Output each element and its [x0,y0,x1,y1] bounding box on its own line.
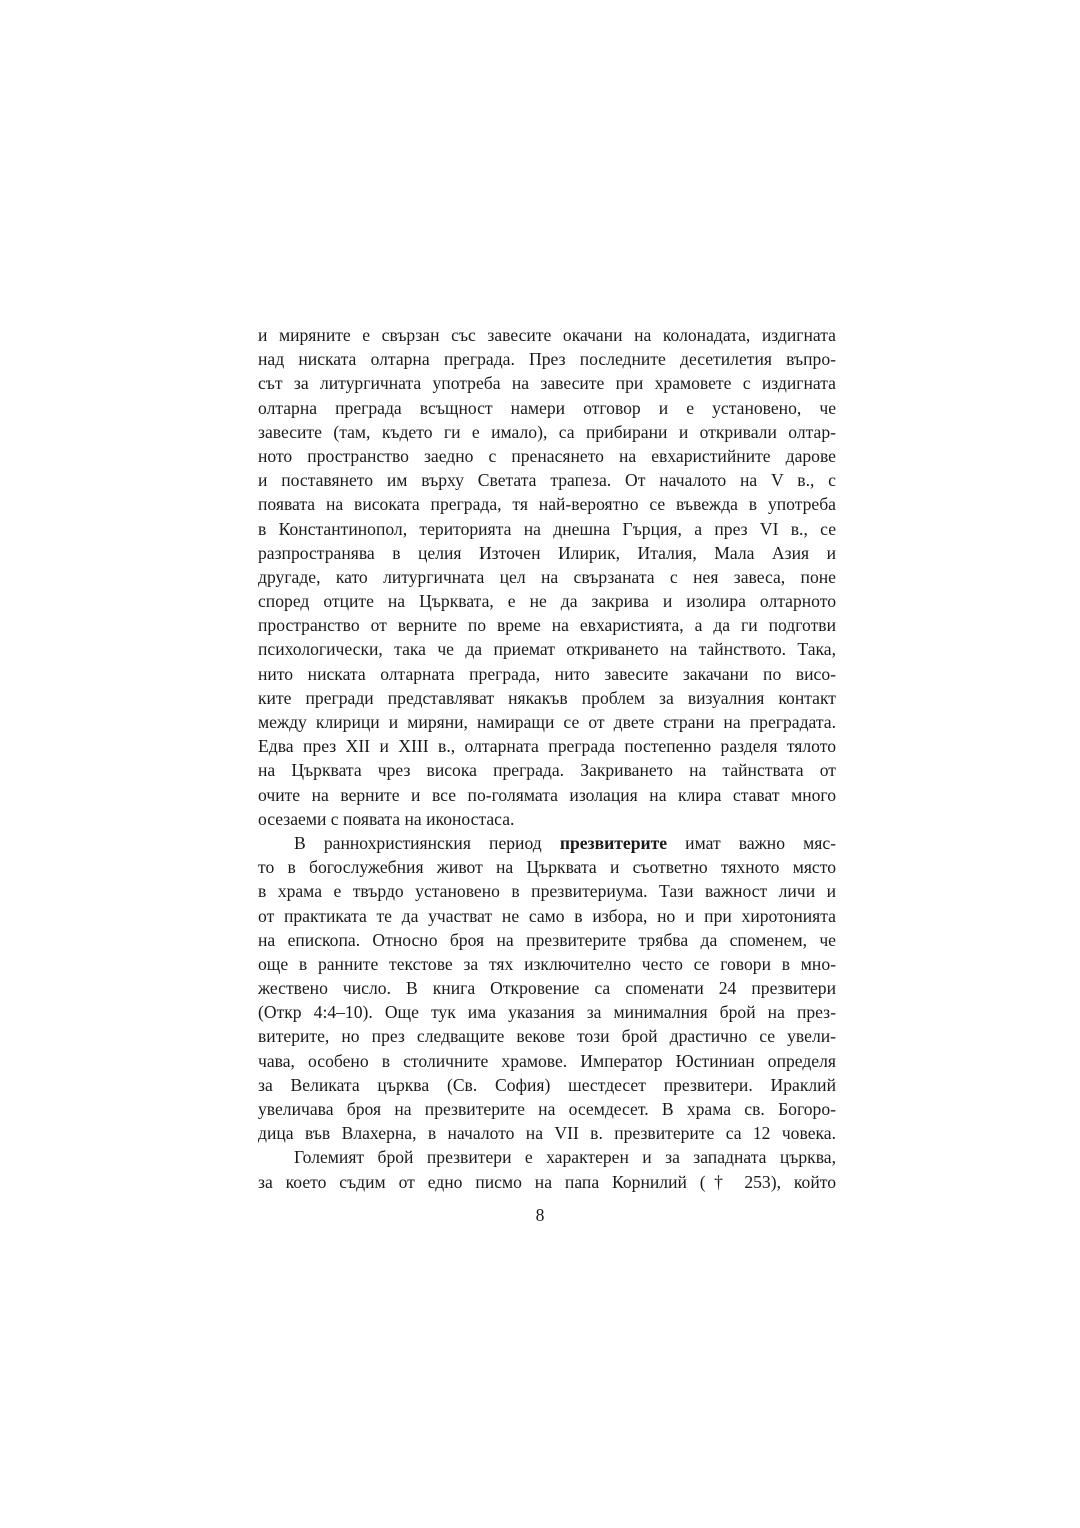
text-line: на епископа. Относно броя на презвитерите трябва да споменем, че [258,929,836,950]
text-line: ното пространство заедно с пренасянето на евхаристийните дарове [258,445,836,466]
paragraph-1 [258,323,836,831]
text-line-first [258,831,836,855]
text-line: другаде, като литургичната цел на свързаната с нея завеса, поне [258,566,836,587]
bold-term: презвитерите [559,832,668,853]
text-line: и миряните е свързан със завесите окачани на колонадата, издигната [258,325,836,345]
text-line: сът за литургичната употреба на завесите при храмовете с издигната [258,373,836,394]
text-line: появата на високата преграда, тя най-вероятно се въвежда в употреба [258,494,836,515]
text-line: Едва през XII и XIII в., олтарната преграда постепенно разделя тялото [258,736,836,757]
text-line: още в ранните текстове за тях изключително често се говори в мно- [258,953,836,974]
text-line: завесите (там, където ги е имало), са прибирани и откривали олтар- [258,421,836,442]
page-number: 8 [535,1205,545,1225]
text-line: жествено число. В книга Откровение са споменати 24 презвитери [258,978,836,999]
paragraph-3 [258,1145,836,1193]
text-run: В раннохристиянския период [294,832,560,853]
text-line: то в богослужебния живот на Църквата и съответно тяхното място [258,857,836,878]
text-line: над ниската олтарна преграда. През последните десетилетия въпро- [258,349,836,370]
text-line: пространство от верните по време на евхаристията, а да ги подготви [258,615,836,636]
text-line: в храма е твърдо установено в презвитериума. Тази важност личи и [258,881,836,902]
text-line: витерите, но през следващите векове този брой драстично се увели- [258,1026,836,1047]
text-line: от практиката те да участват не само в избора, но и при хиротонията [258,905,836,926]
text-line: ките прегради представляват някакъв проблем за визуалния контакт [258,687,836,708]
text-line: олтарна преграда всъщност намери отговор и е установено, че [258,397,836,418]
text-line: психологически, така че да приемат откриването на тайнството. Така, [258,639,836,660]
paragraph-2 [258,831,836,1145]
text-line: разпространява в целия Източен Илирик, Италия, Мала Азия и [258,542,836,563]
text-line: нито ниската олтарната преграда, нито завесите закачани по висо- [258,663,836,684]
text-line: и поставянето им върху Светата трапеза. От началото на V в., с [258,470,836,491]
text-line: (Откр 4:4–10). Още тук има указания за минималния брой на през- [258,1002,836,1023]
text-line: според отците на Църквата, е не да закрива и изолира олтарното [258,591,836,612]
text-line: очите на верните и все по-голямата изолация на клира стават много [258,784,836,805]
page-body [258,323,836,1194]
text-line: в Константинопол, територията на днешна Гърция, а през VI в., се [258,518,836,539]
text-line: за което съдим от едно писмо на папа Корнилий († 253), който [258,1171,836,1192]
text-line: осезаеми с появата на иконостаса. [258,808,515,829]
text-run: имат важно мяс- [667,832,836,853]
text-line: между клирици и миряни, намиращи се от двете страни на преградата. [258,712,836,732]
text-line: за Великата църква (Св. София) шестдесет презвитери. Ираклий [258,1074,836,1095]
text-line: чава, особено в столичните храмове. Император Юстиниан определя [258,1050,836,1071]
text-line-first: Големият брой презвитери е характерен и за западната църква, [294,1147,836,1168]
text-line: дица във Влахерна, в началото на VII в. презвитерите са 12 човека. [258,1123,836,1144]
text-line: увеличава броя на презвитерите на осемдесет. В храма св. Богоро- [258,1099,836,1119]
text-line: на Църквата чрез висока преграда. Закриването на тайнствата от [258,760,836,781]
